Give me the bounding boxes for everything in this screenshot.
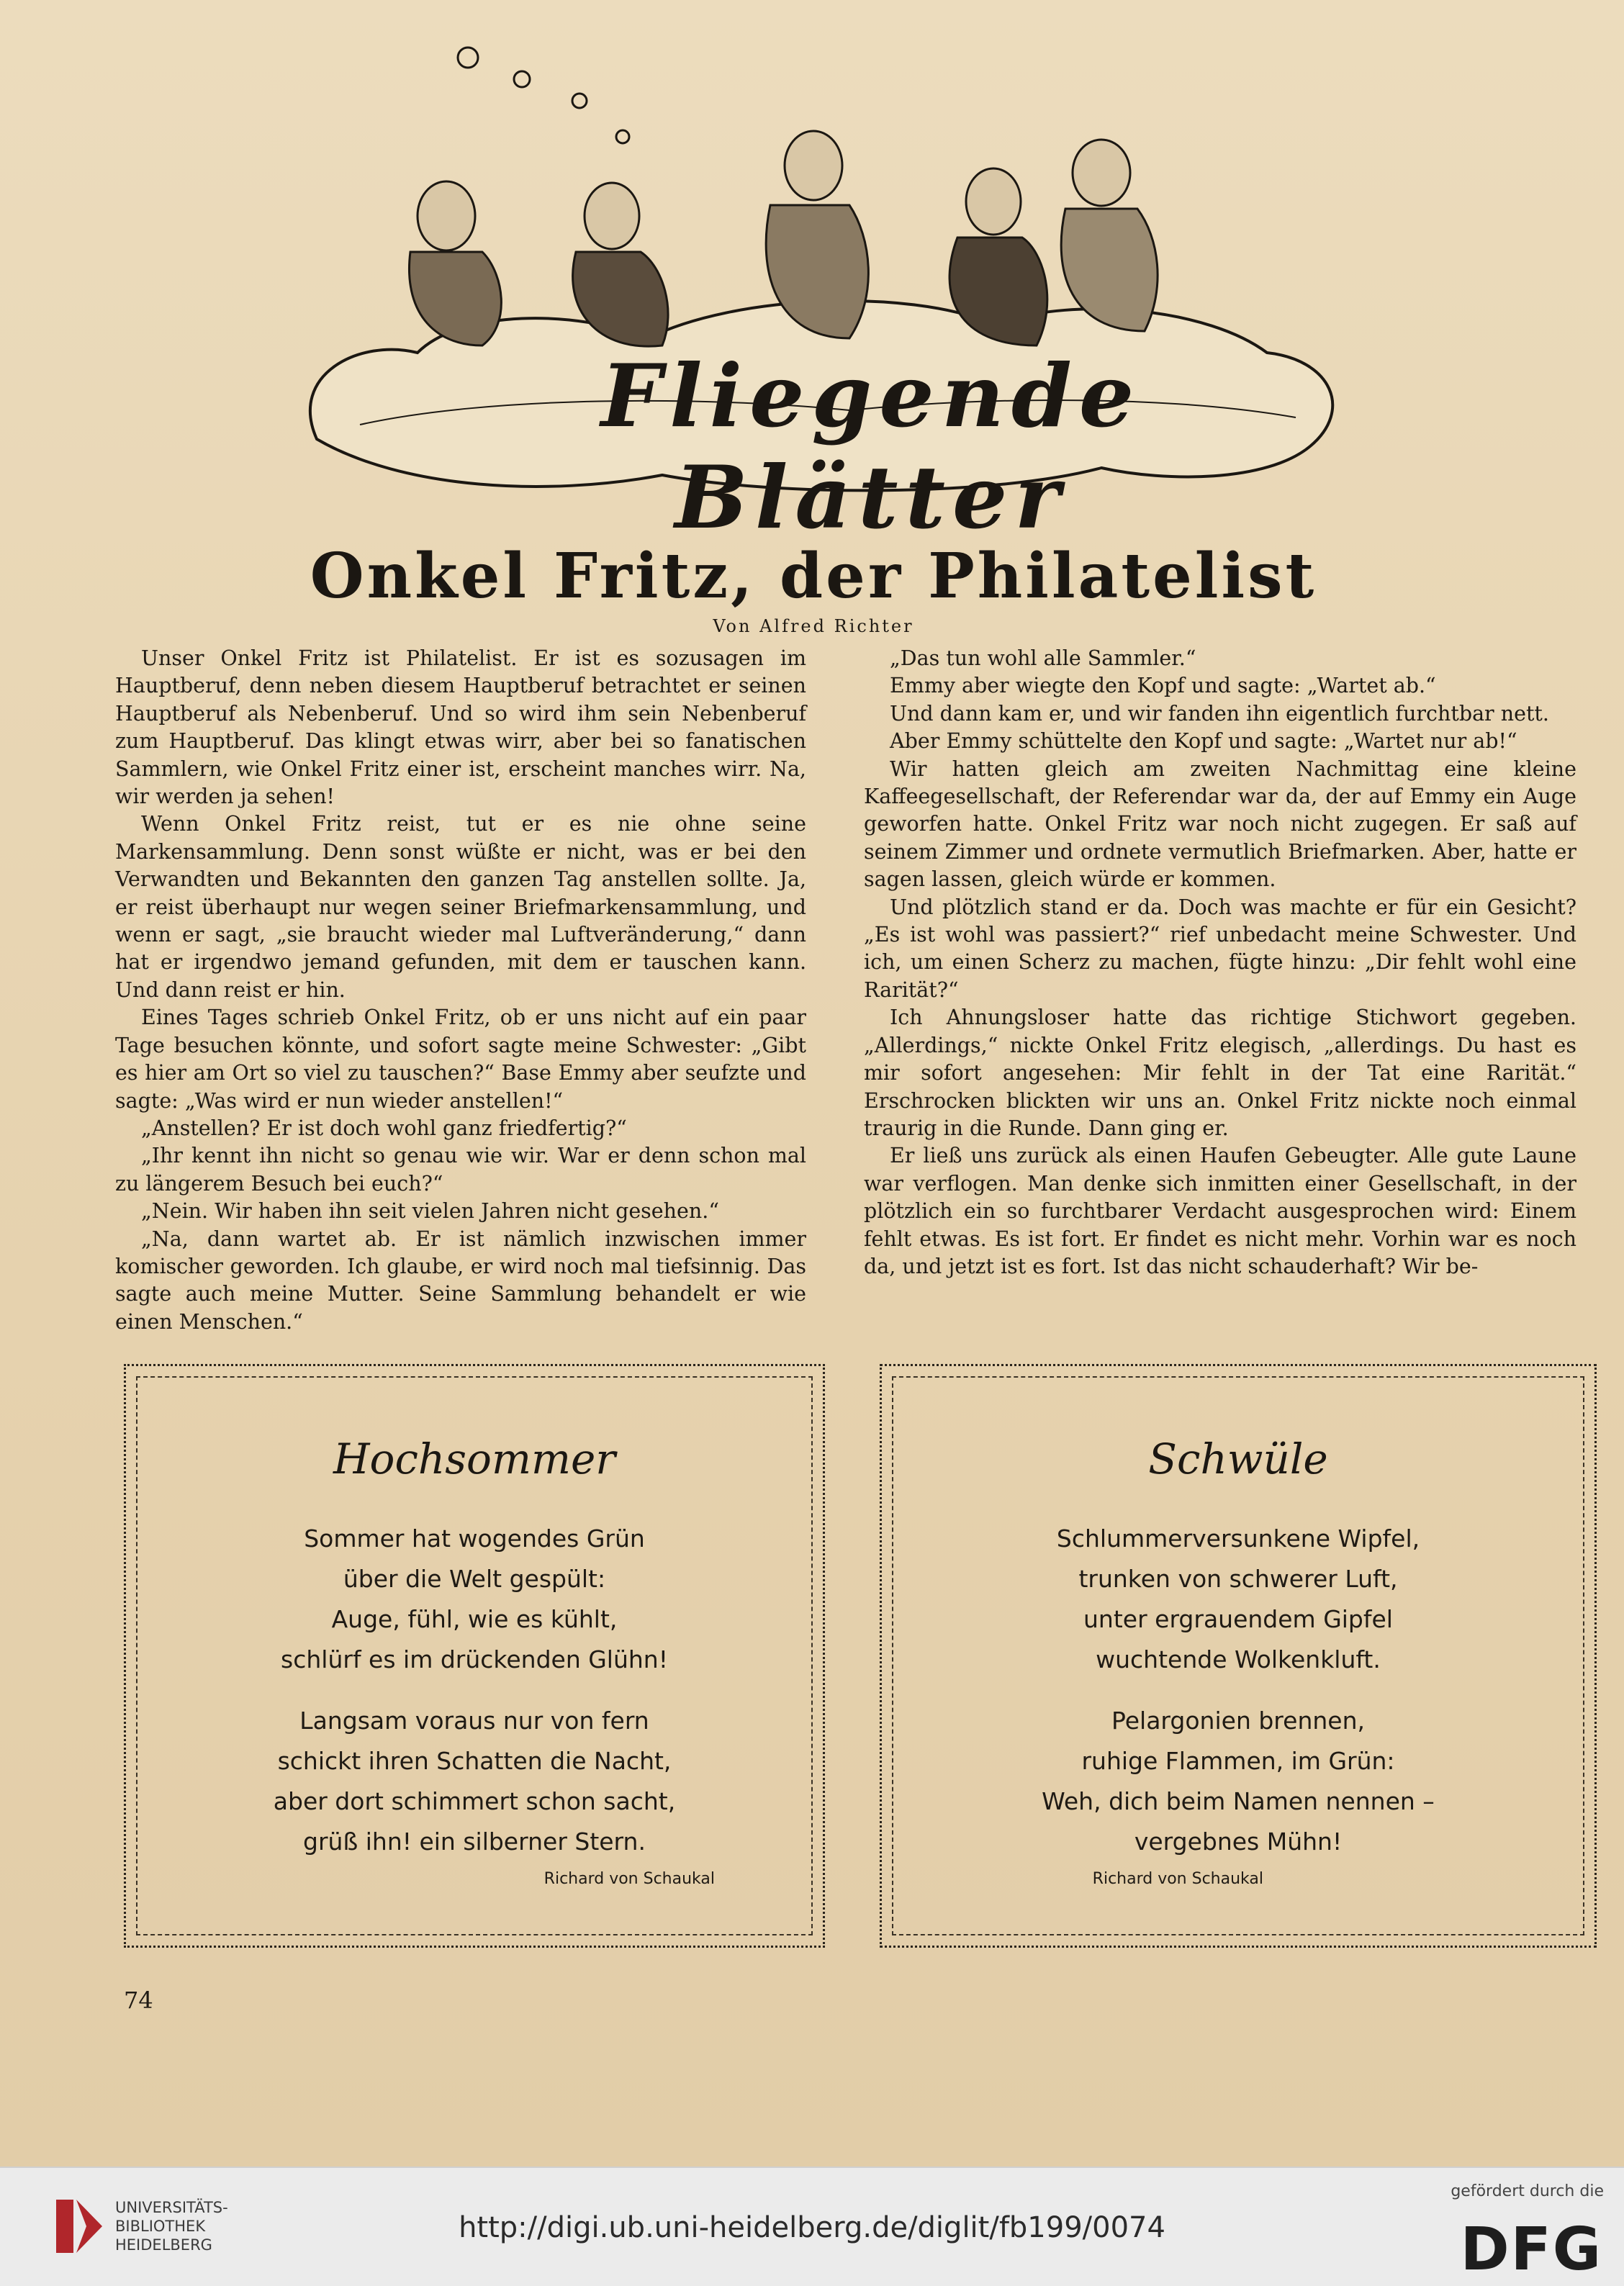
- permalink-url[interactable]: http://digi.ub.uni-heidelberg.de/diglit/fb199/0074: [459, 2211, 1165, 2244]
- poem-stanza: [126, 1519, 823, 1680]
- masthead-title: Fliegende Blätter: [600, 345, 1142, 548]
- paragraph: Aber Emmy schüttelte den Kopf und sagte: „Wartet nur ab!“: [890, 729, 1517, 754]
- poem-title: Schwüle: [1148, 1435, 1328, 1483]
- paragraph: Wenn Onkel Fritz reist, tut er es nie ohne seine Markensammlung. Denn sonst wüßte er nicht, was er bei den Verwandten und Bekannten den ganzen Tag anstellen sollte. Ja, er reist überhaupt nur wegen seiner Briefmarkensammlung, und wenn er sagt, „sie braucht wieder mal Luftveränderung,“ dann hat er irgendwo jemand gefunden, mit dem er tauschen kann. Und dann reist er hin.: [115, 812, 806, 1002]
- poem-line: ruhige Flammen, im Grün:: [1081, 1747, 1395, 1775]
- paragraph: „Nein. Wir haben ihn seit vielen Jahren nicht gesehen.“: [141, 1199, 719, 1224]
- article-byline: Von Alfred Richter: [713, 616, 914, 636]
- poem-box-hochsommer: [124, 1364, 825, 1948]
- dfg-logo[interactable]: DFG: [1460, 2215, 1602, 2284]
- paragraph: Unser Onkel Fritz ist Philatelist. Er ist es sozusagen im Hauptberuf, denn neben diesem Hauptberuf betrachtet er seinen Hauptberuf als Nebenberuf. Und so wird ihm sein Nebenberuf zum Hauptberuf. Das klingt etwas wirr, aber bei so fanatischen Sammlern, wie Onkel Fritz einer ist, erscheint manches wirr. Na, wir werden ja sehen!: [115, 646, 806, 809]
- poem-line: Schlummerversunkene Wipfel,: [1056, 1524, 1420, 1553]
- paragraph: Wir hatten gleich am zweiten Nachmittag eine kleine Kaffeegesellschaft, der Referendar war da, der auf Emmy ein Auge geworfen hatte. Onkel Fritz war noch nicht zugegen. Er saß auf seinem Zimmer und ordnete vermutlich Briefmarken. Aber, hatte er sagen lassen, gleich würde er kommen.: [864, 756, 1576, 892]
- poem-line: Weh, dich beim Namen nennen –: [1042, 1787, 1435, 1815]
- funding-note: gefördert durch die: [1451, 2182, 1604, 2200]
- paragraph: Ich Ahnungsloser hatte das richtige Stichwort gegeben. „Allerdings,“ nickte Onkel Fritz elegisch, „allerdings. Du hast es mir sofort angesehen: Mir fehlt in der Tat eine Rarität.“ Erschrocken blickten wir uns an. Onkel Fritz nickte noch einmal traurig in die Runde. Dann ging er.: [864, 1006, 1576, 1140]
- article-column-left: [115, 645, 806, 1336]
- poem-line: Auge, fühl, wie es kühlt,: [331, 1605, 618, 1633]
- poem-line: vergebnes Mühn!: [1134, 1828, 1343, 1856]
- paragraph: Und plötzlich stand er da. Doch was machte er für ein Gesicht? „Es ist wohl was passiert?“ rief unbedacht meine Schwester. Und ich, um einen Scherz zu machen, fügte hinzu: „Dir fehlt wohl eine Rarität?“: [864, 895, 1576, 1002]
- viewer-footer: [0, 2167, 1624, 2286]
- paragraph: „Ihr kennt ihn nicht so genau wie wir. War er denn schon mal zu längerem Besuch bei euch?“: [115, 1144, 806, 1196]
- article-title: Onkel Fritz, der Philatelist: [310, 540, 1317, 613]
- paragraph: Eines Tages schrieb Onkel Fritz, ob er uns nicht auf ein paar Tage besuchen könnte, und sofort sagte meine Schwester: „Gibt es hier am Ort so viel zu tauschen?“ Base Emmy aber seufzte und sagte: „Was wird er nun wieder anstellen!“: [115, 1006, 806, 1113]
- paragraph: „Anstellen? Er ist doch wohl ganz friedfertig?“: [141, 1116, 627, 1140]
- poem-line: über die Welt gespült:: [343, 1565, 606, 1593]
- poem-line: Sommer hat wogendes Grün: [304, 1524, 645, 1553]
- masthead-illustration: [274, 36, 1382, 548]
- poem-line: grüß ihn! ein silberner Stern.: [303, 1828, 646, 1856]
- poem-stanza: [882, 1519, 1594, 1680]
- poem-author: Richard von Schaukal: [1092, 1870, 1263, 1888]
- poem-line: schlürf es im drückenden Glühn!: [281, 1645, 668, 1673]
- poem-box-schwuele: [880, 1364, 1597, 1948]
- page-number: 74: [124, 1987, 153, 2014]
- poem-line: trunken von schwerer Luft,: [1078, 1565, 1398, 1593]
- institution-line: UNIVERSITÄTS-: [115, 2199, 228, 2216]
- poem-title: Hochsommer: [333, 1435, 616, 1483]
- poem-line: Pelargonien brennen,: [1111, 1707, 1365, 1735]
- paragraph: Und dann kam er, und wir fanden ihn eigentlich furchtbar nett.: [890, 701, 1549, 726]
- paragraph: Emmy aber wiegte den Kopf und sagte: „Wartet ab.“: [890, 674, 1436, 698]
- poem-stanza: [882, 1701, 1594, 1862]
- poem-line: wuchtende Wolkenkluft.: [1096, 1645, 1381, 1673]
- paragraph: Er ließ uns zurück als einen Haufen Gebeugter. Alle gute Laune war verflogen. Man denke sich inmitten einer Gesellschaft, in der plötzlich ein so furchtbarer Verdacht ausgesprochen wird: Einem fehlt etwas. Es ist fort. Er findet es nicht mehr. Vorhin war es noch da, und jetzt ist es fort. Ist das nicht schauderhaft? Wir be-: [864, 1144, 1576, 1278]
- paragraph: „Na, dann wartet ab. Er ist nämlich inzwischen immer komischer geworden. Ich glaube, er wird noch mal tiefsinnig. Das sagte auch meine Mutter. Seine Sammlung behandelt er wie einen Menschen.“: [115, 1226, 806, 1334]
- poem-stanza: [126, 1701, 823, 1862]
- poem-author: Richard von Schaukal: [543, 1870, 715, 1888]
- institution-line: HEIDELBERG: [115, 2236, 212, 2254]
- poem-line: schickt ihren Schatten die Nacht,: [277, 1747, 672, 1775]
- paragraph: „Das tun wohl alle Sammler.“: [890, 646, 1196, 670]
- article-column-right: [864, 645, 1576, 1280]
- poem-line: Langsam voraus nur von fern: [299, 1707, 649, 1735]
- institution-line: BIBLIOTHEK: [115, 2218, 206, 2235]
- poem-line: unter ergrauendem Gipfel: [1083, 1605, 1393, 1633]
- poem-line: aber dort schimmert schon sacht,: [273, 1787, 676, 1815]
